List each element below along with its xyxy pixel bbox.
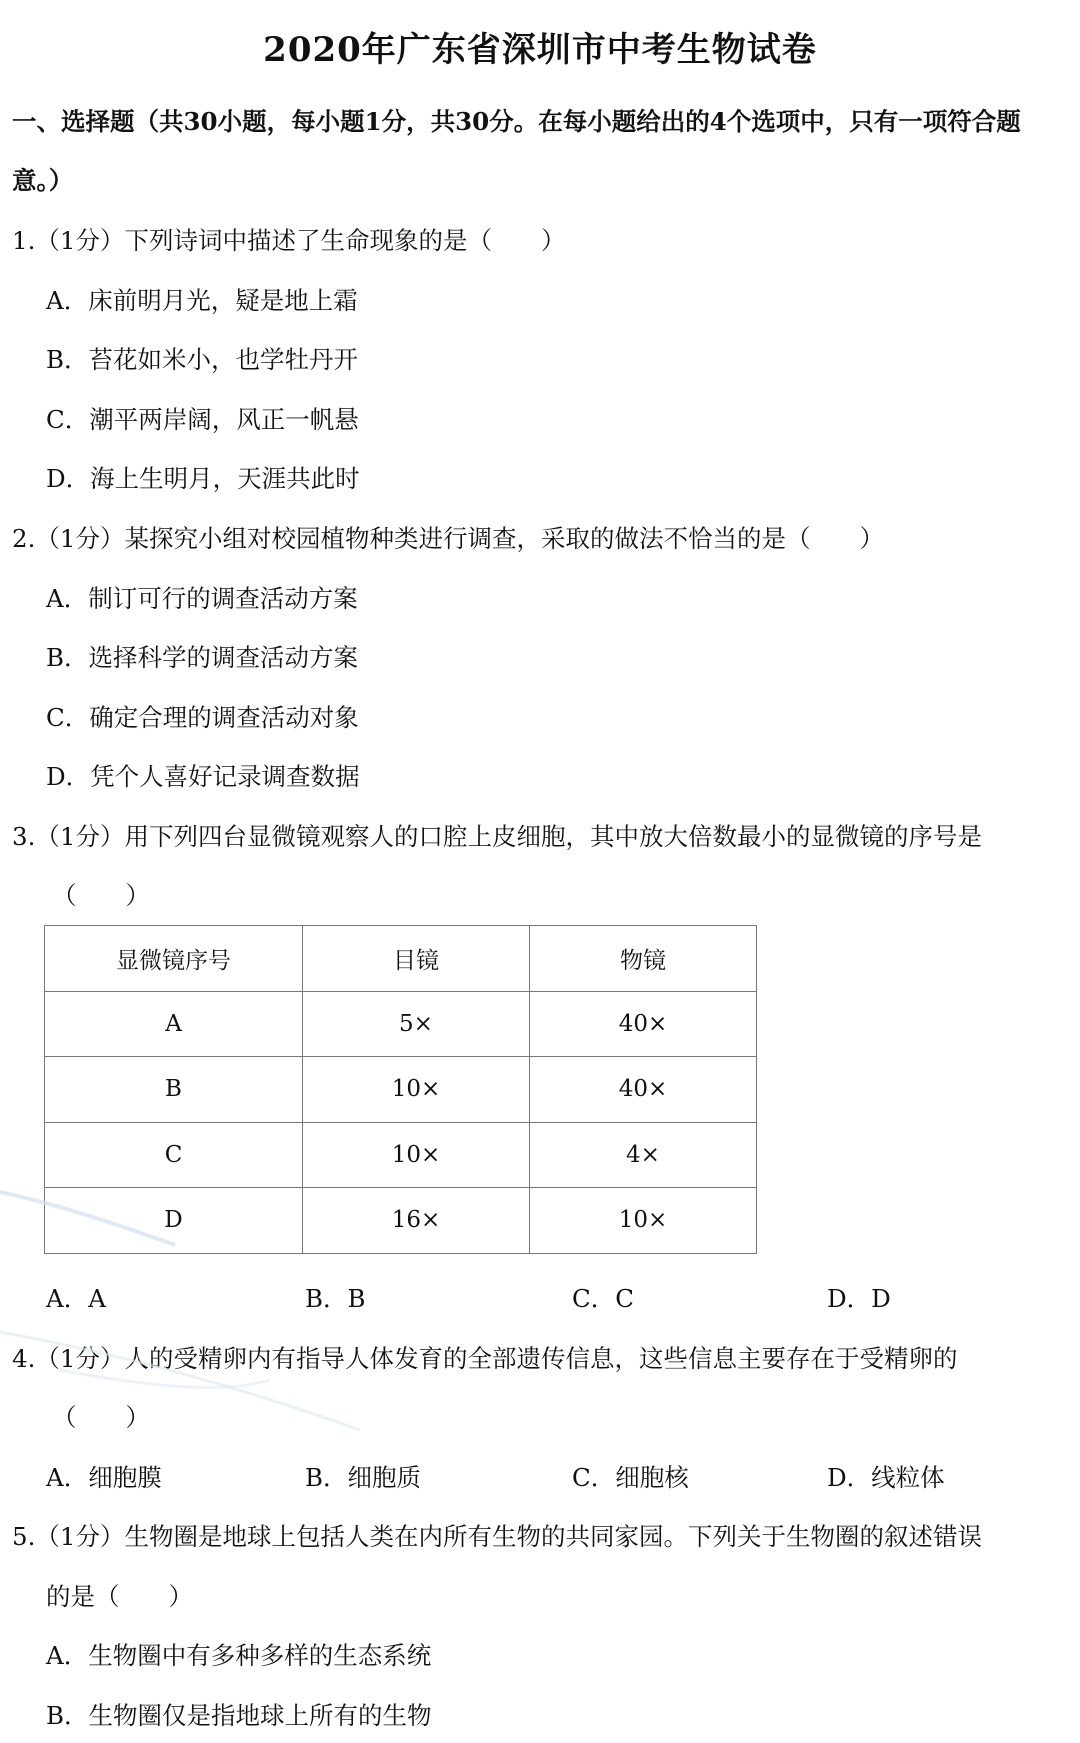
question-3-option-d: D．D <box>827 1284 891 1313</box>
table-cell: 5× <box>303 991 530 1057</box>
table-cell: 10× <box>303 1057 530 1123</box>
question-4-options <box>0 1459 1080 1495</box>
question-1-stem: 1.（1分）下列诗词中描述了生命现象的是（ ） <box>12 226 566 255</box>
table-cell: 16× <box>303 1188 530 1254</box>
section-heading: 一、选择题（共30小题，每小题1分，共30分。在每小题给出的4个选项中，只有一项符合题意。） <box>12 107 1021 195</box>
question-1-option-c: C．潮平两岸阔，风正一帆悬 <box>46 405 359 434</box>
question-2-option-a: A．制订可行的调查活动方案 <box>46 584 358 613</box>
table-header-cell: 目镜 <box>303 926 530 992</box>
question-4-option-b: B．细胞质 <box>305 1463 422 1492</box>
table-cell: 40× <box>530 1057 757 1123</box>
table-cell: 10× <box>303 1122 530 1188</box>
table-row <box>45 1188 757 1254</box>
question-3-stem-continuation: （ ） <box>52 881 150 910</box>
table-cell: 10× <box>530 1188 757 1254</box>
question-3-option-b: B．B <box>305 1284 366 1313</box>
question-2-option-c: C．确定合理的调查活动对象 <box>46 703 359 732</box>
question-3-option-a: A．A <box>46 1284 106 1313</box>
question-5-option-a: A．生物圈中有多种多样的生态系统 <box>46 1641 432 1670</box>
table-header-cell: 物镜 <box>530 926 757 992</box>
question-1-option-d: D．海上生明月，天涯共此时 <box>46 464 360 493</box>
table-cell: 4× <box>530 1122 757 1188</box>
question-3-stem: 3.（1分）用下列四台显微镜观察人的口腔上皮细胞，其中放大倍数最小的显微镜的序号是 <box>12 822 982 851</box>
question-5-stem: 5.（1分）生物圈是地球上包括人类在内所有生物的共同家园。下列关于生物圈的叙述错误 <box>12 1522 982 1551</box>
page-title: 2020年广东省深圳市中考生物试卷 <box>263 30 817 70</box>
question-1-option-a: A．床前明月光，疑是地上霜 <box>46 286 358 315</box>
table-cell: B <box>45 1057 303 1123</box>
table-row <box>45 1057 757 1123</box>
table-row <box>45 991 757 1057</box>
table-row <box>45 1122 757 1188</box>
table-cell: D <box>45 1188 303 1254</box>
question-5-stem-continuation: 的是（ ） <box>46 1582 193 1611</box>
question-4-stem-continuation: （ ） <box>52 1403 150 1432</box>
question-4-stem: 4.（1分）人的受精卵内有指导人体发育的全部遗传信息，这些信息主要存在于受精卵的 <box>12 1344 958 1373</box>
table-header-cell: 显微镜序号 <box>45 926 303 992</box>
question-4-option-d: D．线粒体 <box>827 1463 945 1492</box>
question-1-option-b: B．苔花如米小，也学牡丹开 <box>46 345 359 374</box>
table-cell: A <box>45 991 303 1057</box>
question-4-option-c: C．细胞核 <box>572 1463 689 1492</box>
question-2-option-b: B．选择科学的调查活动方案 <box>46 643 359 672</box>
question-3-option-c: C．C <box>572 1284 634 1313</box>
question-2-option-d: D．凭个人喜好记录调查数据 <box>46 762 360 791</box>
table-header-row <box>45 926 757 992</box>
question-4-option-a: A．细胞膜 <box>46 1463 162 1492</box>
question-3-options <box>0 1280 1080 1316</box>
table-cell: 40× <box>530 991 757 1057</box>
table-cell: C <box>45 1122 303 1188</box>
question-5-option-b: B．生物圈仅是指地球上所有的生物 <box>46 1701 432 1730</box>
microscope-table <box>44 925 757 1254</box>
question-2-stem: 2.（1分）某探究小组对校园植物种类进行调查，采取的做法不恰当的是（ ） <box>12 524 884 553</box>
